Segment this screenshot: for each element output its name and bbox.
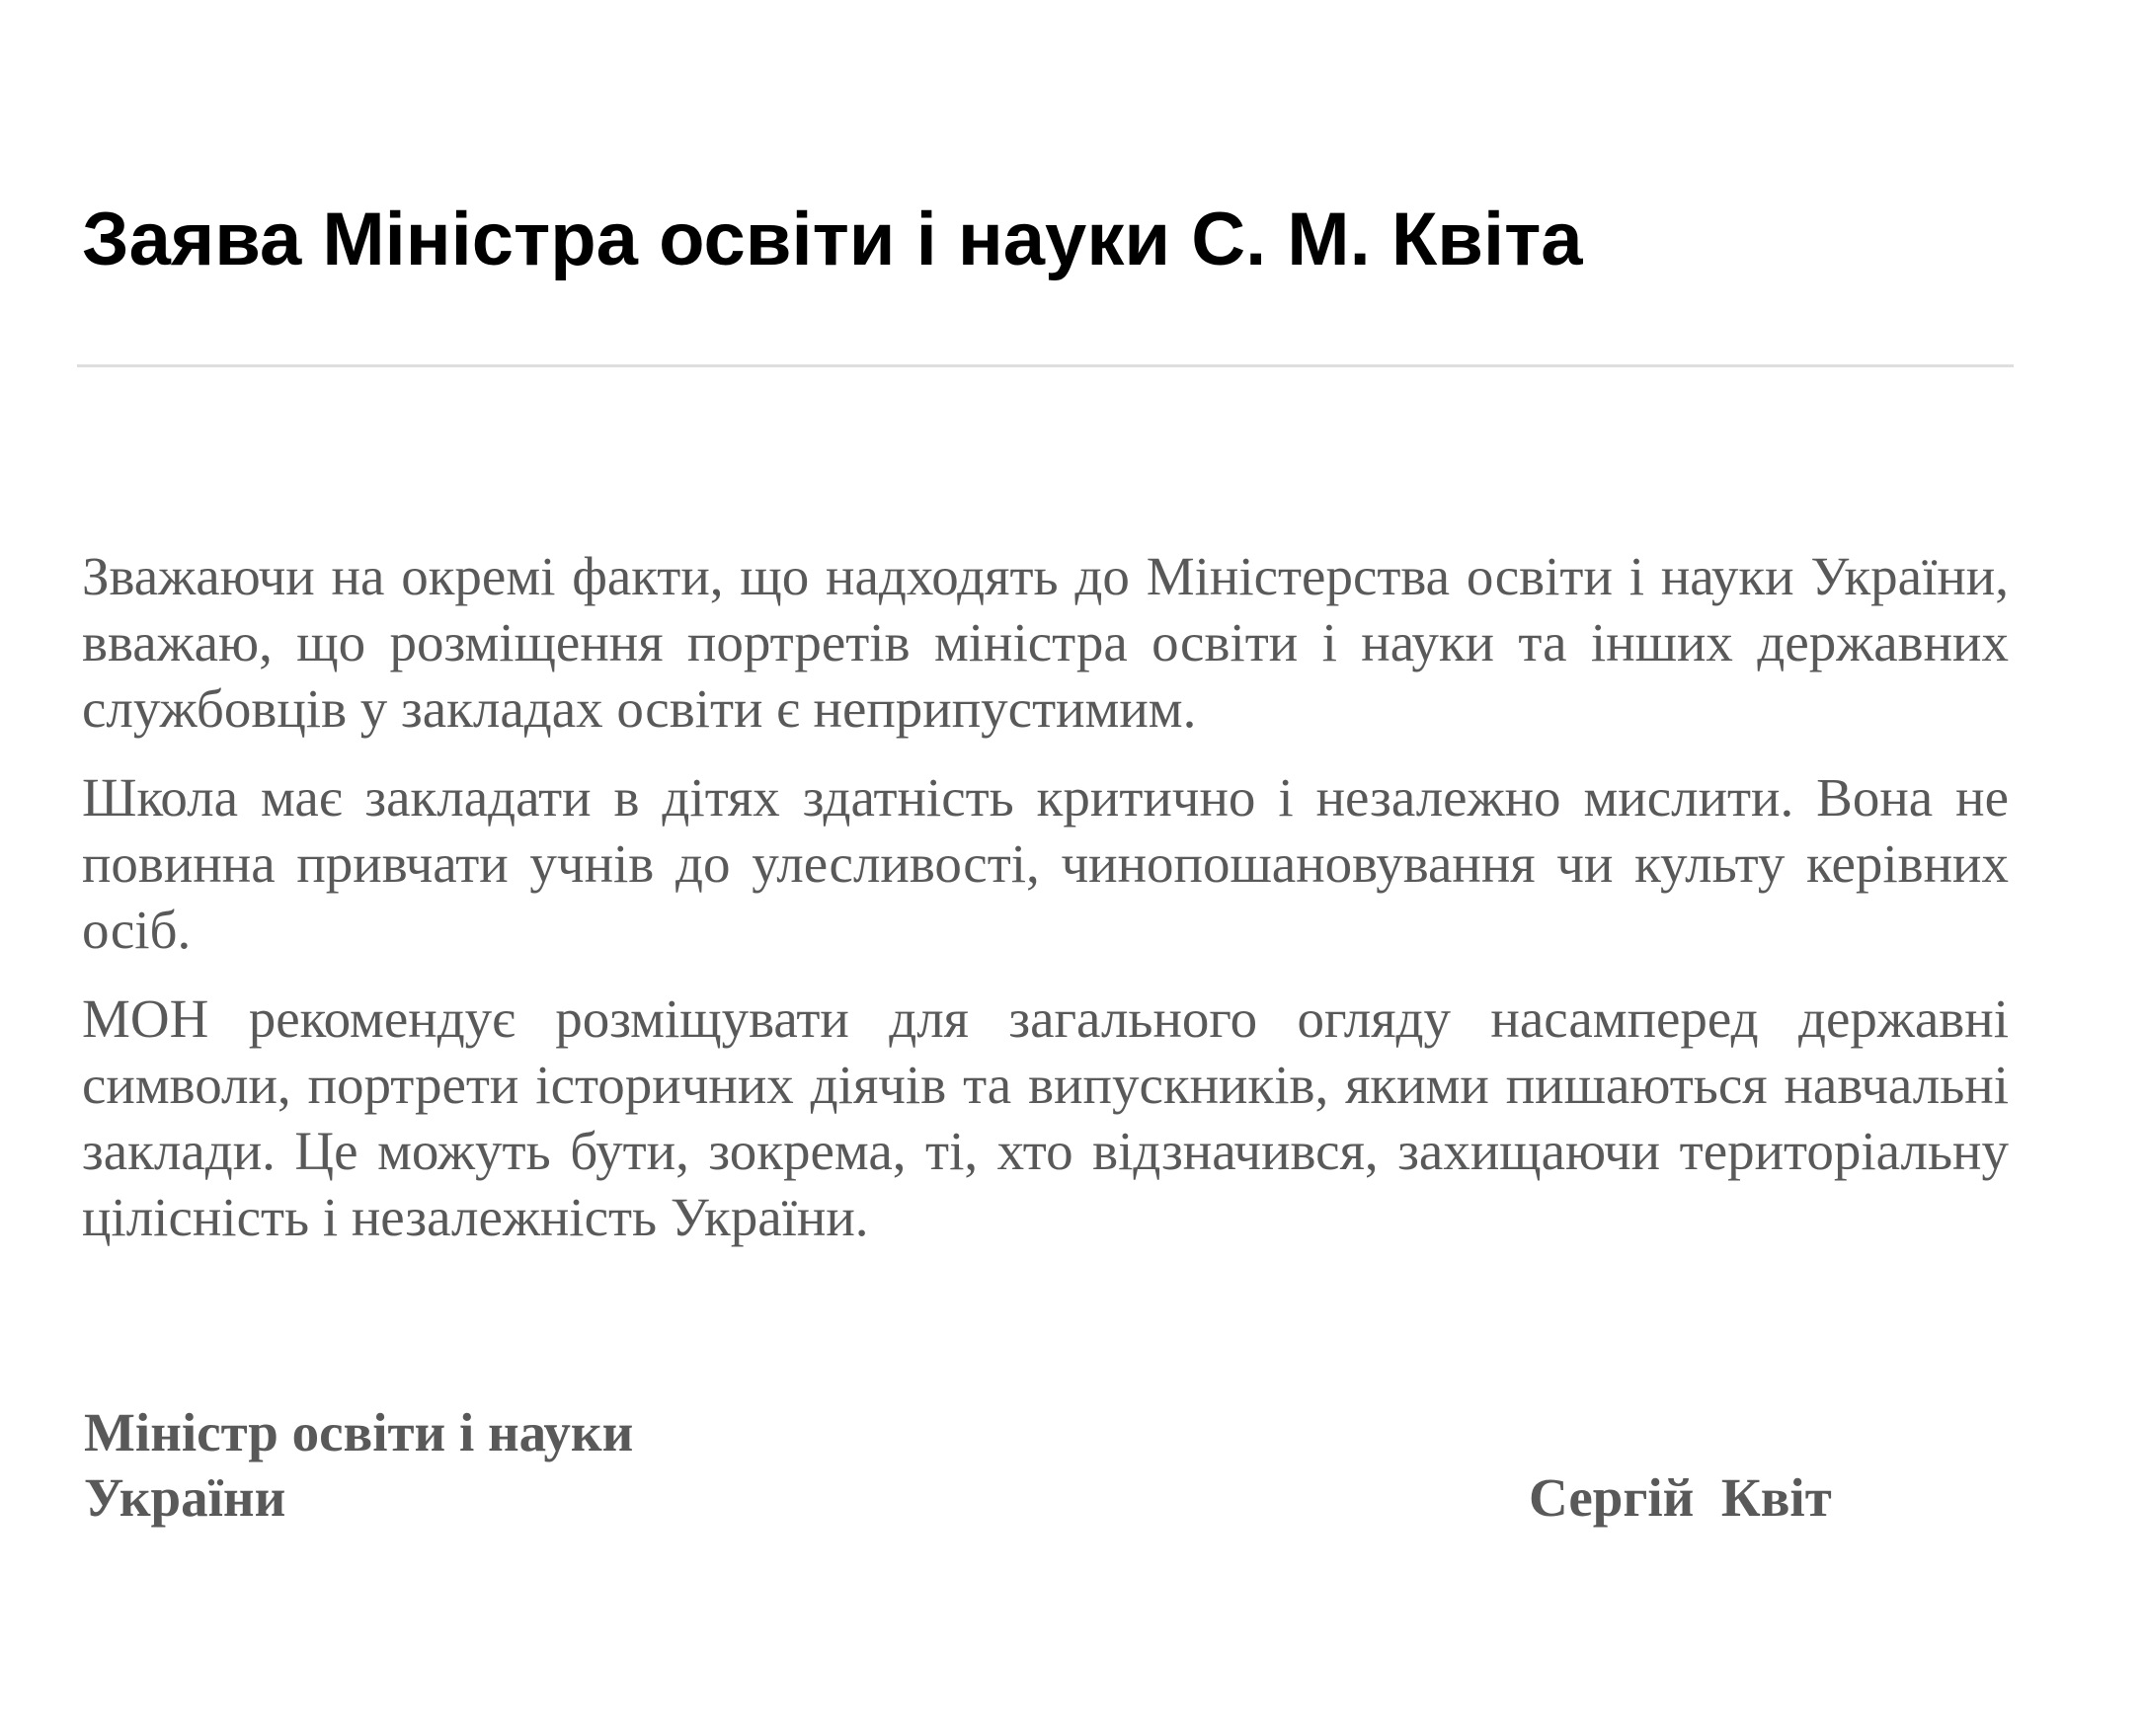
document-title: Заява Міністра освіти і науки С. М. Квіта bbox=[82, 197, 1583, 281]
paragraph-1: Зважаючи на окремі факти, що надходять до Міністерства освіти і науки України, вважаю, що розміщення портретів міністра освіти і науки та інших державних службовців у закладах освіти є неприпустимим. bbox=[82, 546, 2009, 739]
signature-name: Сергій Квіт bbox=[1529, 1467, 1832, 1528]
title-divider bbox=[77, 364, 2014, 367]
signature-position bbox=[84, 1400, 633, 1531]
signature-position-line-2: України bbox=[84, 1467, 286, 1528]
paragraph-2: Школа має закладати в дітях здатність критично і незалежно мислити. Вона не повинна привчати учнів до улесливості, чинопошановування чи культу керівних осіб. bbox=[82, 767, 2009, 960]
paragraph-3: МОН рекомендує розміщувати для загального огляду насамперед державні символи, портрети історичних діячів та випускників, якими пишаються навчальні заклади. Це можуть бути, зокрема, ті, хто відзначився, захищаючи територіальну цілісність і незалежність України. bbox=[82, 988, 2009, 1247]
signature-position-line-1: Міністр освіти і науки bbox=[84, 1402, 634, 1462]
statement-body bbox=[82, 543, 2009, 1273]
